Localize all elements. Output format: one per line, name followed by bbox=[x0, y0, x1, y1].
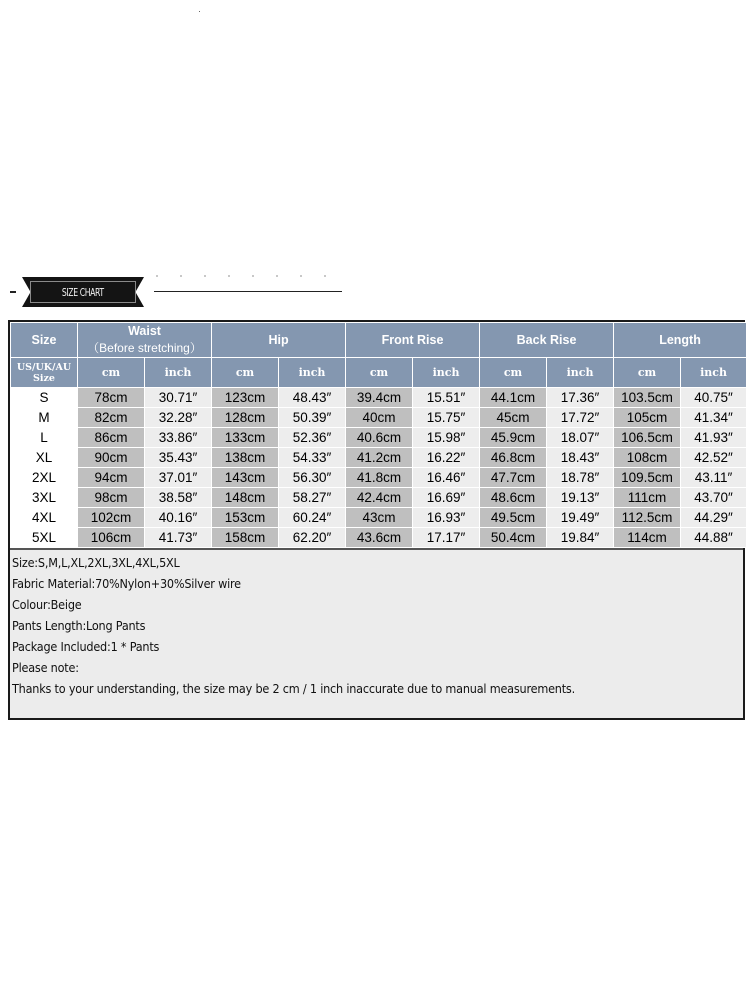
inch-value-cell: 16.93″ bbox=[413, 508, 480, 528]
inch-value-cell: 62.20″ bbox=[279, 528, 346, 548]
size-label-cell: 2XL bbox=[11, 468, 78, 488]
inch-value-cell: 42.52″ bbox=[681, 448, 747, 468]
inch-value-cell: 16.46″ bbox=[413, 468, 480, 488]
size-label-cell: L bbox=[11, 428, 78, 448]
inch-value-cell: 16.22″ bbox=[413, 448, 480, 468]
note-line: Fabric Material:70%Nylon+30%Silver wire bbox=[12, 576, 241, 591]
cm-value-cell: 43.6cm bbox=[346, 528, 413, 548]
inch-value-cell: 37.01″ bbox=[145, 468, 212, 488]
inch-value-cell: 15.98″ bbox=[413, 428, 480, 448]
cm-value-cell: 109.5cm bbox=[614, 468, 681, 488]
banner-dotted-marks bbox=[156, 275, 336, 279]
header-size-region bbox=[11, 358, 78, 388]
table-row bbox=[11, 528, 747, 548]
header-hip: Hip bbox=[212, 323, 346, 358]
size-table-body bbox=[11, 388, 747, 548]
size-chart-banner bbox=[10, 275, 340, 309]
table-row bbox=[11, 428, 747, 448]
unit-inch: inch bbox=[547, 358, 614, 388]
cm-value-cell: 40cm bbox=[346, 408, 413, 428]
unit-inch: inch bbox=[413, 358, 480, 388]
banner-ribbon-frame bbox=[30, 281, 136, 303]
cm-value-cell: 148cm bbox=[212, 488, 279, 508]
inch-value-cell: 30.71″ bbox=[145, 388, 212, 408]
inch-value-cell: 50.39″ bbox=[279, 408, 346, 428]
cm-value-cell: 112.5cm bbox=[614, 508, 681, 528]
cm-value-cell: 106cm bbox=[78, 528, 145, 548]
size-label-cell: 4XL bbox=[11, 508, 78, 528]
cm-value-cell: 86cm bbox=[78, 428, 145, 448]
unit-cm: cm bbox=[480, 358, 547, 388]
cm-value-cell: 103.5cm bbox=[614, 388, 681, 408]
header-length: Length bbox=[614, 323, 747, 358]
header-row-units bbox=[11, 358, 747, 388]
cm-value-cell: 105cm bbox=[614, 408, 681, 428]
cm-value-cell: 45cm bbox=[480, 408, 547, 428]
cm-value-cell: 158cm bbox=[212, 528, 279, 548]
inch-value-cell: 15.51″ bbox=[413, 388, 480, 408]
cm-value-cell: 50.4cm bbox=[480, 528, 547, 548]
unit-cm: cm bbox=[212, 358, 279, 388]
cm-value-cell: 90cm bbox=[78, 448, 145, 468]
cm-value-cell: 138cm bbox=[212, 448, 279, 468]
note-line: Package Included:1 * Pants bbox=[12, 639, 160, 654]
note-line: Pants Length:Long Pants bbox=[12, 618, 146, 633]
unit-inch: inch bbox=[145, 358, 212, 388]
note-line: Thanks to your understanding, the size may be 2 cm / 1 inch inaccurate due to manual measurements. bbox=[12, 681, 575, 696]
cm-value-cell: 133cm bbox=[212, 428, 279, 448]
header-front-rise: Front Rise bbox=[346, 323, 480, 358]
header-row-groups bbox=[11, 323, 747, 358]
cm-value-cell: 106.5cm bbox=[614, 428, 681, 448]
header-waist bbox=[78, 323, 212, 358]
inch-value-cell: 41.34″ bbox=[681, 408, 747, 428]
table-row bbox=[11, 388, 747, 408]
inch-value-cell: 40.16″ bbox=[145, 508, 212, 528]
inch-value-cell: 52.36″ bbox=[279, 428, 346, 448]
cm-value-cell: 45.9cm bbox=[480, 428, 547, 448]
cm-value-cell: 46.8cm bbox=[480, 448, 547, 468]
cm-value-cell: 78cm bbox=[78, 388, 145, 408]
inch-value-cell: 58.27″ bbox=[279, 488, 346, 508]
inch-value-cell: 32.28″ bbox=[145, 408, 212, 428]
cm-value-cell: 143cm bbox=[212, 468, 279, 488]
header-back-rise: Back Rise bbox=[480, 323, 614, 358]
inch-value-cell: 60.24″ bbox=[279, 508, 346, 528]
size-label-cell: XL bbox=[11, 448, 78, 468]
header-size-region-line1: US/UK/AU bbox=[16, 361, 72, 373]
cm-value-cell: 94cm bbox=[78, 468, 145, 488]
size-label-cell: M bbox=[11, 408, 78, 428]
inch-value-cell: 35.43″ bbox=[145, 448, 212, 468]
header-waist-label: Waist bbox=[128, 324, 161, 338]
cm-value-cell: 41.8cm bbox=[346, 468, 413, 488]
banner-left-dash bbox=[10, 291, 16, 293]
inch-value-cell: 44.29″ bbox=[681, 508, 747, 528]
cm-value-cell: 47.7cm bbox=[480, 468, 547, 488]
inch-value-cell: 18.78″ bbox=[547, 468, 614, 488]
unit-cm: cm bbox=[346, 358, 413, 388]
banner-title: SIZE CHART bbox=[62, 285, 104, 299]
cm-value-cell: 40.6cm bbox=[346, 428, 413, 448]
inch-value-cell: 18.43″ bbox=[547, 448, 614, 468]
banner-rule bbox=[154, 291, 342, 292]
table-row bbox=[11, 488, 747, 508]
cm-value-cell: 114cm bbox=[614, 528, 681, 548]
inch-value-cell: 16.69″ bbox=[413, 488, 480, 508]
inch-value-cell: 19.49″ bbox=[547, 508, 614, 528]
cm-value-cell: 82cm bbox=[78, 408, 145, 428]
cm-value-cell: 108cm bbox=[614, 448, 681, 468]
table-row bbox=[11, 448, 747, 468]
inch-value-cell: 17.72″ bbox=[547, 408, 614, 428]
size-label-cell: S bbox=[11, 388, 78, 408]
cm-value-cell: 123cm bbox=[212, 388, 279, 408]
inch-value-cell: 43.11″ bbox=[681, 468, 747, 488]
cm-value-cell: 153cm bbox=[212, 508, 279, 528]
cm-value-cell: 49.5cm bbox=[480, 508, 547, 528]
cm-value-cell: 41.2cm bbox=[346, 448, 413, 468]
inch-value-cell: 33.86″ bbox=[145, 428, 212, 448]
note-line: Colour:Beige bbox=[12, 597, 82, 612]
cm-value-cell: 43cm bbox=[346, 508, 413, 528]
header-waist-note: （Before stretching） bbox=[87, 341, 202, 355]
note-line: Please note: bbox=[12, 660, 79, 675]
unit-cm: cm bbox=[614, 358, 681, 388]
stray-dot bbox=[199, 11, 200, 12]
inch-value-cell: 41.93″ bbox=[681, 428, 747, 448]
unit-cm: cm bbox=[78, 358, 145, 388]
inch-value-cell: 38.58″ bbox=[145, 488, 212, 508]
inch-value-cell: 44.88″ bbox=[681, 528, 747, 548]
header-size-region-line2: Size bbox=[33, 372, 55, 384]
inch-value-cell: 41.73″ bbox=[145, 528, 212, 548]
cm-value-cell: 48.6cm bbox=[480, 488, 547, 508]
cm-value-cell: 98cm bbox=[78, 488, 145, 508]
table-row bbox=[11, 408, 747, 428]
cm-value-cell: 44.1cm bbox=[480, 388, 547, 408]
table-row bbox=[11, 508, 747, 528]
inch-value-cell: 17.36″ bbox=[547, 388, 614, 408]
cm-value-cell: 102cm bbox=[78, 508, 145, 528]
unit-inch: inch bbox=[279, 358, 346, 388]
header-size: Size bbox=[11, 323, 78, 358]
cm-value-cell: 128cm bbox=[212, 408, 279, 428]
table-row bbox=[11, 468, 747, 488]
size-table bbox=[10, 322, 747, 548]
cm-value-cell: 42.4cm bbox=[346, 488, 413, 508]
inch-value-cell: 15.75″ bbox=[413, 408, 480, 428]
size-label-cell: 3XL bbox=[11, 488, 78, 508]
inch-value-cell: 18.07″ bbox=[547, 428, 614, 448]
inch-value-cell: 19.84″ bbox=[547, 528, 614, 548]
inch-value-cell: 43.70″ bbox=[681, 488, 747, 508]
size-label-cell: 5XL bbox=[11, 528, 78, 548]
cm-value-cell: 39.4cm bbox=[346, 388, 413, 408]
inch-value-cell: 17.17″ bbox=[413, 528, 480, 548]
unit-inch: inch bbox=[681, 358, 747, 388]
inch-value-cell: 54.33″ bbox=[279, 448, 346, 468]
inch-value-cell: 56.30″ bbox=[279, 468, 346, 488]
inch-value-cell: 48.43″ bbox=[279, 388, 346, 408]
inch-value-cell: 40.75″ bbox=[681, 388, 747, 408]
inch-value-cell: 19.13″ bbox=[547, 488, 614, 508]
note-line: Size:S,M,L,XL,2XL,3XL,4XL,5XL bbox=[12, 555, 180, 570]
cm-value-cell: 111cm bbox=[614, 488, 681, 508]
product-notes bbox=[10, 548, 743, 718]
size-chart bbox=[8, 320, 745, 720]
